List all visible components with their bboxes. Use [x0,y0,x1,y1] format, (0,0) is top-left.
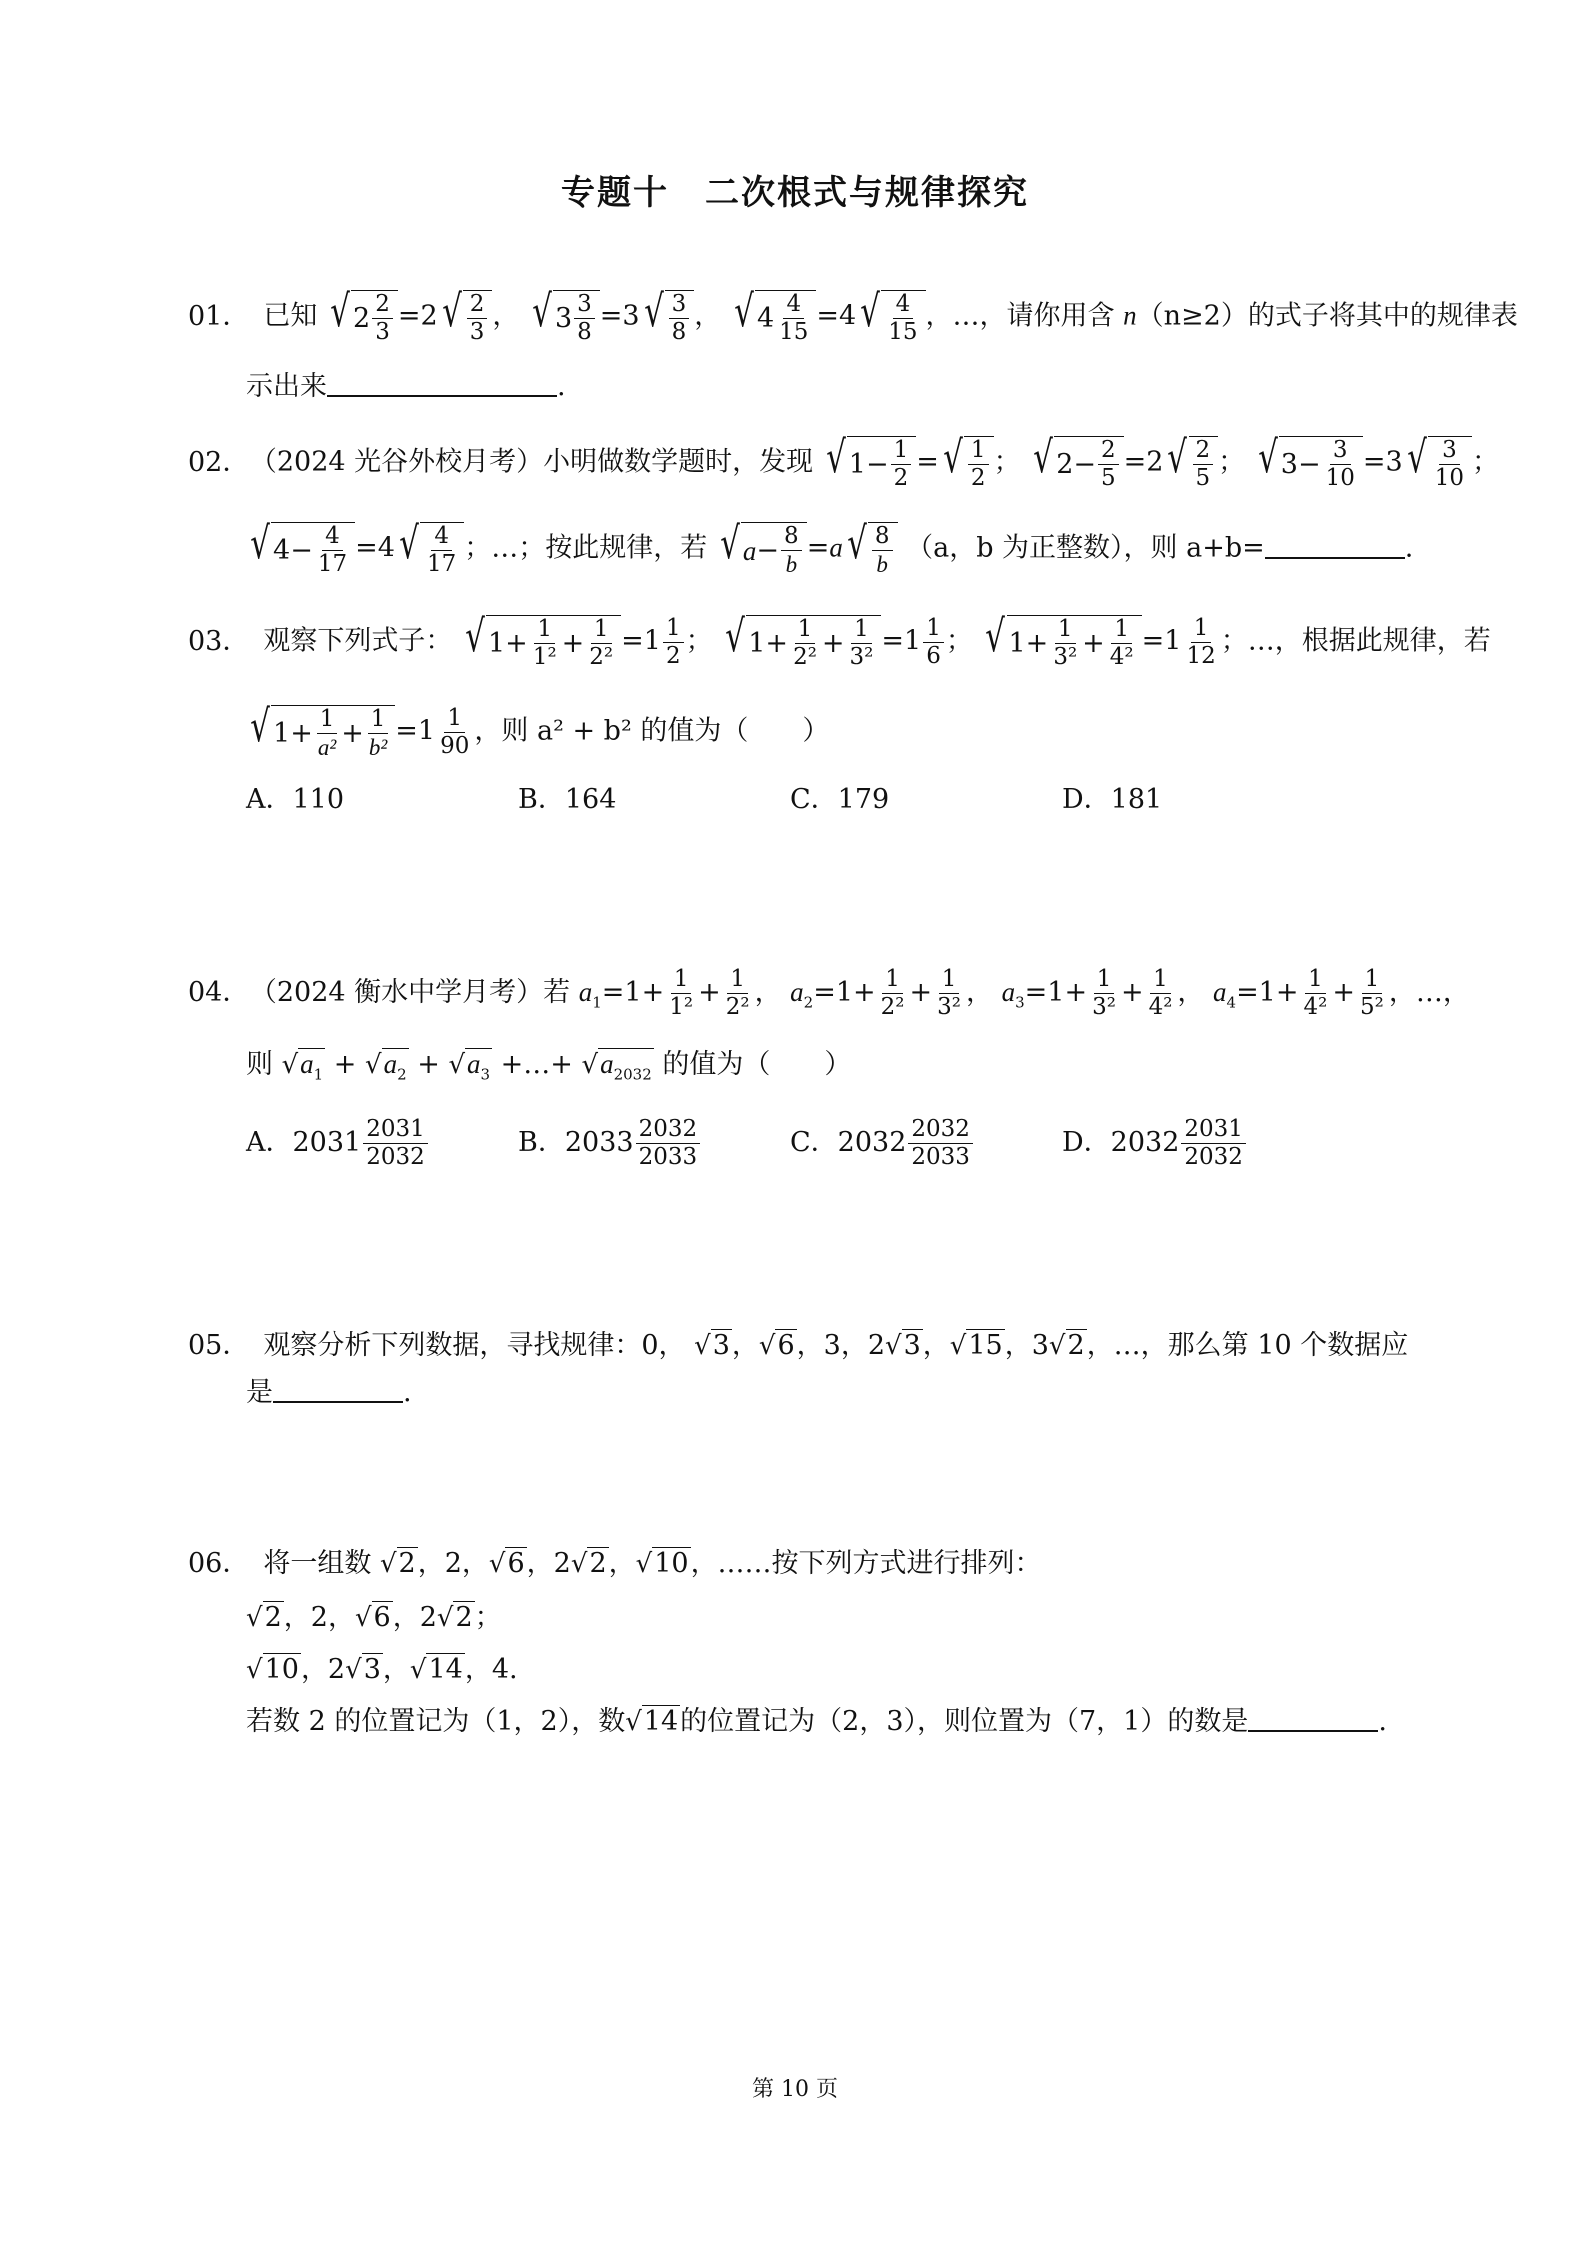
question-number: 04． [188,977,250,1008]
question-05-line-2: 是 . [246,1377,412,1408]
answer-blank[interactable] [327,369,557,397]
page-title: 专题十 二次根式与规律探究 [561,173,1029,213]
option-d[interactable]: D．2032 $\frac{2031}{2032}$ [1062,1118,1248,1169]
question-04-line-2: 则 $√a_1 + √a_2 + √a_3$ +…+ $√a_{2032}$ 的值为（ ） [246,1049,852,1084]
question-01-line-2: 示出来 . [246,371,566,402]
question-03-line-2: √ 1+ $\frac{1}{\text{a²}}$ + $\frac{1}{\text{b²}}$ =1 $\frac{1}{90}$ ，则 a² + b² 的值为（ ） [250,701,830,760]
page-number: 第 10 页 [752,2077,838,2102]
option-d[interactable]: D．181 [1062,784,1163,815]
option-c[interactable]: C．2032 $\frac{2032}{2033}$ [790,1118,975,1169]
question-06-row-2: √10，2√3，√14，4. [246,1654,518,1685]
question-06-line-4: 若数 2 的位置记为（1，2），数√14的位置记为（2，3），则位置为（7，1）的数是 . [246,1706,1387,1737]
option-a[interactable]: A．110 [246,784,345,815]
question-05-line-1: 05． 观察分析下列数据，寻找规律：0， √3，√6，3，2√3，√15，3√2，…，那么第 10 个数据应 [188,1330,1409,1361]
question-01-line-1: 01． 已知 √ 2 $\frac{2}{3}$ =2 √ $\frac{2}{3}$ ， √ 3 $\frac{3}{8}$ =3 √ $\frac{3}{8}$ ， √ 4 $\frac{4}{15}$ =4 √ $\frac{4}{15}$ ，…，请你用含 n（n≥2）的式子将其中的规律表 [188,286,1518,345]
question-number: 02． [188,446,250,478]
question-06-line-1: 06． 将一组数 √2，2，√6，2√2，√10，……按下列方式进行排列： [188,1548,1042,1579]
answer-blank[interactable] [273,1375,403,1403]
question-02-line-2: √ 4− $\frac{4}{17}$ =4 √ $\frac{4}{17}$ ；…；按此规律，若 √ a − $\frac{8}{b}$ =a √ $\frac{8}{b}$ （a，b 为正整数），则 a+b= . [250,518,1414,577]
question-number: 05． [188,1330,250,1361]
question-number: 01． [188,300,250,332]
answer-blank[interactable] [1248,1704,1378,1732]
option-c[interactable]: C．179 [790,784,890,815]
answer-blank[interactable] [1265,531,1405,559]
question-04-line-1: 04． （2024 衡水中学月考）若 $a_1=1+$ $\frac{1}{\text{1²}}$ + $\frac{1}{\text{2²}}$ ， $a_2=1+$ $\frac{1}{\text{2²}}$ + $\frac{1}{\text{3²}}$ ， $a_3=1+$ $\frac{1}{\text{3²}}$ + $\frac{1}{\text{4²}}$ ， $a_4=1+$ $\frac{1}{\text{4²}}$ + $\frac{1}{\text{5²}}$ ，…， [188,966,1470,1020]
question-number: 03． [188,625,250,657]
question-04-options [246,1118,1346,1178]
option-b[interactable]: B．164 [518,784,617,815]
option-a[interactable]: A．2031 $\frac{2031}{2032}$ [246,1118,430,1169]
option-b[interactable]: B．2033 $\frac{2032}{2033}$ [518,1118,702,1169]
question-03-line-1: 03． 观察下列式子： √ 1+ $\frac{1}{\text{1²}}$ + $\frac{1}{\text{2²}}$ =1 $\frac{1}{2}$ ； √ 1+ $\frac{1}{\text{2²}}$ + $\frac{1}{\text{3²}}$ =1 $\frac{1}{6}$ ； √ 1+ $\frac{1}{\text{3²}}$ + $\frac{1}{\text{4²}}$ =1 $\frac{1}{12}$ ；…，根据此规律，若 [188,611,1491,670]
question-03-options [246,778,1346,822]
question-06-row-1: √2，2，√6，2√2； [246,1602,502,1633]
question-02-line-1: 02． （2024 光谷外校月考）小明做数学题时，发现 √ 1− $\frac{1}{2}$ = √ $\frac{1}{2}$ ； √ 2− $\frac{2}{5}$ =2 √ $\frac{2}{5}$ ； √ 3− $\frac{3}{10}$ =3 √ $\frac{3}{10}$ ； [188,432,1500,491]
math-expression: √ 2 $\frac{2}{3}$ [326,290,398,344]
question-number: 06． [188,1548,250,1579]
